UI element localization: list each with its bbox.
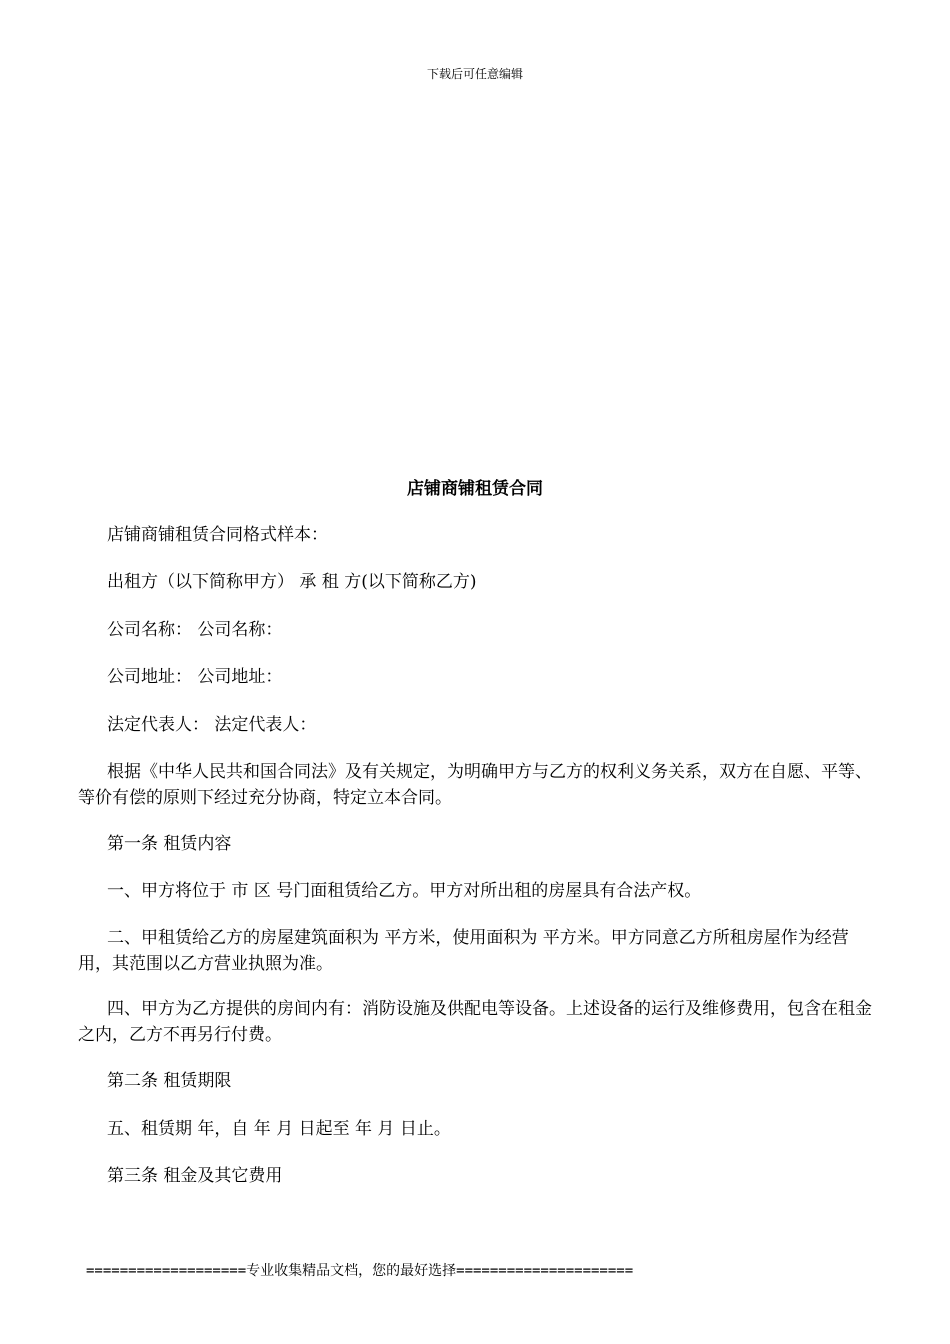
article-heading-2: 第二条 租赁期限 bbox=[107, 1071, 232, 1091]
clause-1: 一、甲方将位于 市 区 号门面租赁给乙方。甲方对所出租的房屋具有合法产权。 bbox=[107, 881, 702, 901]
article-heading-3: 第三条 租金及其它费用 bbox=[107, 1166, 283, 1186]
paragraph-company-name: 公司名称： 公司名称： bbox=[107, 620, 283, 640]
paragraph-intro: 店铺商铺租赁合同格式样本： bbox=[107, 525, 328, 545]
clause-5: 五、租赁期 年，自 年 月 日起至 年 月 日止。 bbox=[107, 1119, 451, 1139]
clause-2: 二、甲租赁给乙方的房屋建筑面积为 平方米，使用面积为 平方米。甲方同意乙方所租房屋作为经营用，其范围以乙方营业执照为准。 bbox=[78, 928, 849, 974]
paragraph-company-address: 公司地址： 公司地址： bbox=[107, 667, 283, 687]
article-heading-1: 第一条 租赁内容 bbox=[107, 834, 232, 854]
paragraph-preamble: 根据《中华人民共和国合同法》及有关规定，为明确甲方与乙方的权利义务关系，双方在自愿、平等、等价有偿的原则下经过充分协商，特定立本合同。 bbox=[78, 762, 872, 808]
footer-note: ===================专业收集精品文档，您的最好选择===================== bbox=[86, 1263, 634, 1279]
header-note: 下载后可任意编辑 bbox=[426, 67, 523, 81]
clause-4: 四、甲方为乙方提供的房间内有：消防设施及供配电等设备。上述设备的运行及维修费用，包含在租金之内，乙方不再另行付费。 bbox=[78, 999, 872, 1045]
paragraph-legal-representative: 法定代表人： 法定代表人： bbox=[107, 715, 317, 735]
document-title: 店铺商铺租赁合同 bbox=[407, 479, 543, 499]
paragraph-parties: 出租方（以下简称甲方） 承 租 方(以下简称乙方) bbox=[107, 572, 477, 592]
